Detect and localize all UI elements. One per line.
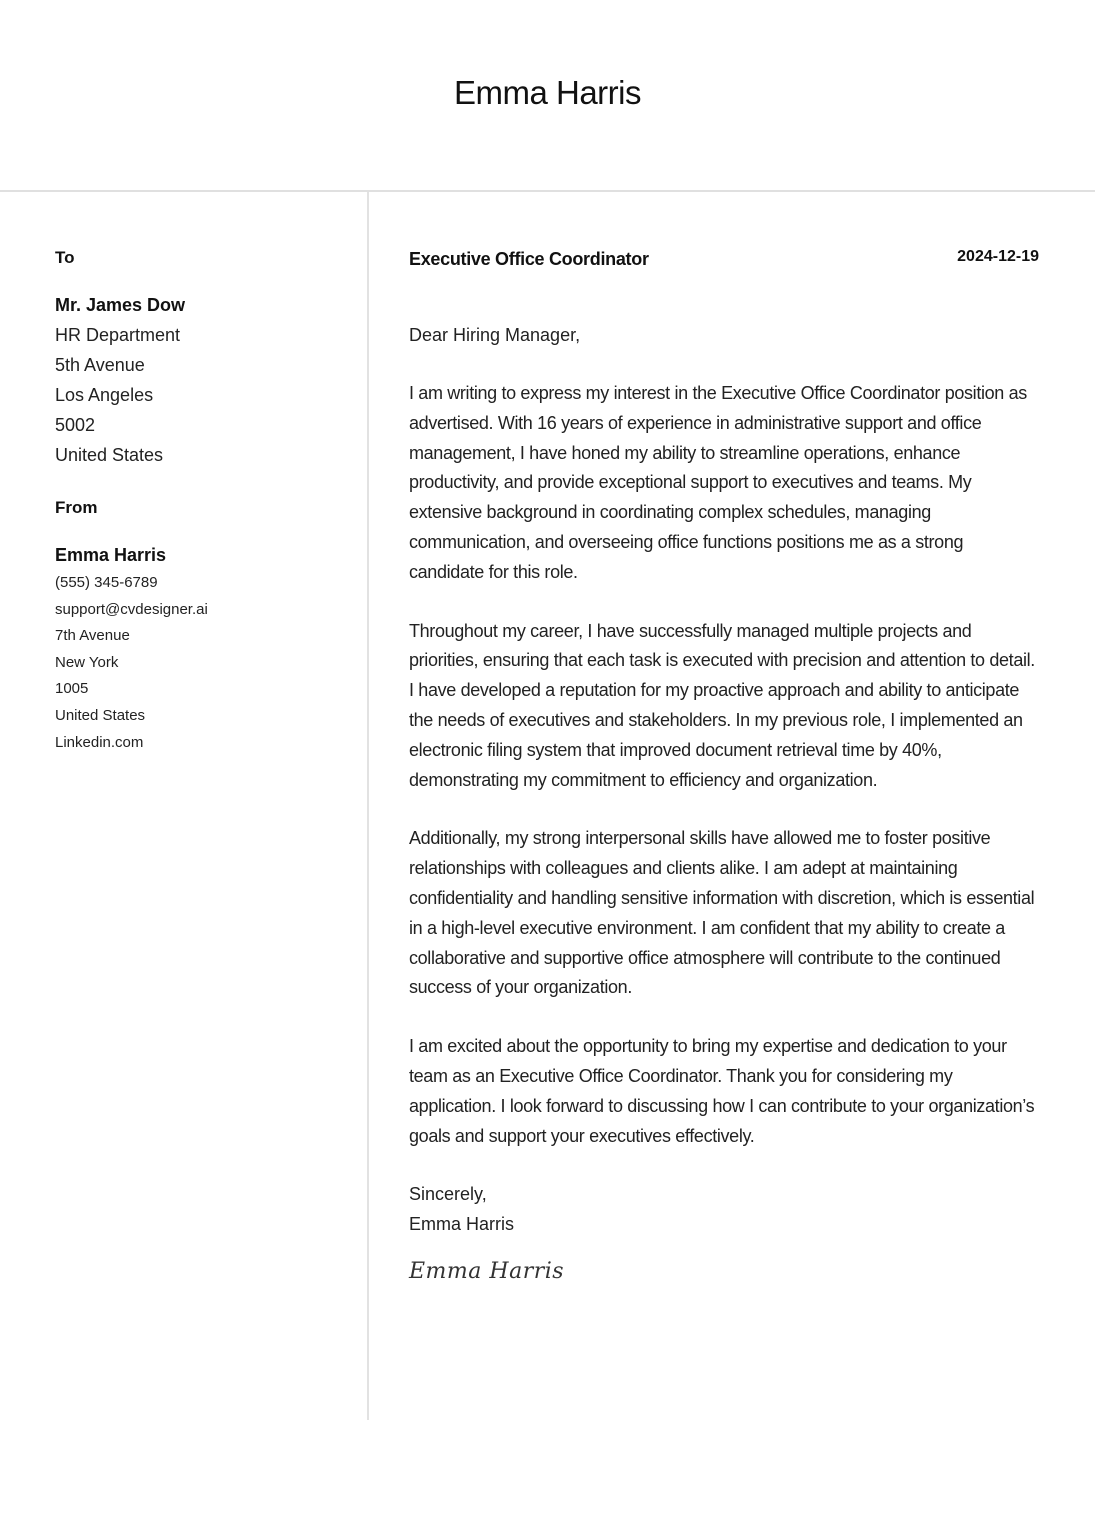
recipient-name: Mr. James Dow — [55, 295, 186, 315]
job-title: Executive Office Coordinator — [409, 249, 649, 269]
sender-block — [55, 498, 355, 756]
closing-block — [409, 1179, 1039, 1239]
greeting: Dear Hiring Manager, — [409, 325, 581, 345]
recipient-street: 5th Avenue — [55, 355, 145, 375]
address-sidebar — [55, 248, 355, 756]
sender-city: New York — [55, 653, 119, 671]
sender-phone: (555) 345-6789 — [55, 574, 158, 591]
sender-postcode: 1005 — [55, 680, 89, 698]
sender-country: United States — [55, 706, 146, 724]
paragraph-2: Throughout my career, I have successfully managed multiple projects and priorities, ensuring that each task is executed with precision and attention to detail. I have developed a reputation for my proactive approach and ability to anticipate the needs of executives and stakeholders. In my previous role, I implemented an electronic filing system that improved document retrieval time by 40%, demonstrating my commitment to efficiency and organization. — [409, 620, 1035, 790]
paragraph-1: I am writing to express my interest in the Executive Office Coordinator position as advertised. With 16 years of experience in administrative support and office management, I have honed my ability to streamline operations, enhance productivity, and provide exceptional support to executives and teams. My extensive background in coordinating complex schedules, managing communication, and overseeing office functions positions me as a strong candidate for this role. — [409, 383, 1027, 582]
applicant-name-heading: Emma Harris — [453, 74, 641, 111]
sender-street: 7th Avenue — [55, 627, 130, 645]
to-label: To — [55, 248, 75, 267]
column-divider — [367, 192, 369, 1420]
closing-name: Emma Harris — [409, 1214, 515, 1235]
recipient-department: HR Department — [55, 325, 181, 345]
paragraph-4: I am excited about the opportunity to bring my expertise and dedication to your team as an Executive Office Coordinator. Thank you for considering my application. I look forward to discussing how I can contribute to your organization’s goals and support your executives effectively. — [409, 1036, 1035, 1146]
handwritten-signature: Emma Harris — [409, 1259, 565, 1285]
letter-date: 2024-12-19 — [957, 248, 1039, 265]
recipient-postcode: 5002 — [55, 415, 96, 435]
sender-name: Emma Harris — [55, 545, 167, 565]
letter-title-row — [409, 245, 1039, 275]
recipient-country: United States — [55, 445, 164, 465]
page-header — [0, 0, 1095, 192]
closing-phrase: Sincerely, — [409, 1184, 487, 1205]
sender-linkedin: Linkedin.com — [55, 733, 144, 751]
letter-body — [409, 245, 1039, 1284]
recipient-block — [55, 248, 355, 470]
paragraph-3: Additionally, my strong interpersonal skills have allowed me to foster positive relationships with colleagues and clients alike. I am adept at maintaining confidentiality and handling sensitive information with discretion, which is essential in a high-level executive environment. I am confident that my ability to create a collaborative and supportive office atmosphere will contribute to the continued success of your organization. — [409, 828, 1035, 998]
from-label: From — [55, 498, 98, 517]
sender-email: support@cvdesigner.ai — [55, 600, 208, 618]
recipient-city: Los Angeles — [55, 385, 154, 405]
